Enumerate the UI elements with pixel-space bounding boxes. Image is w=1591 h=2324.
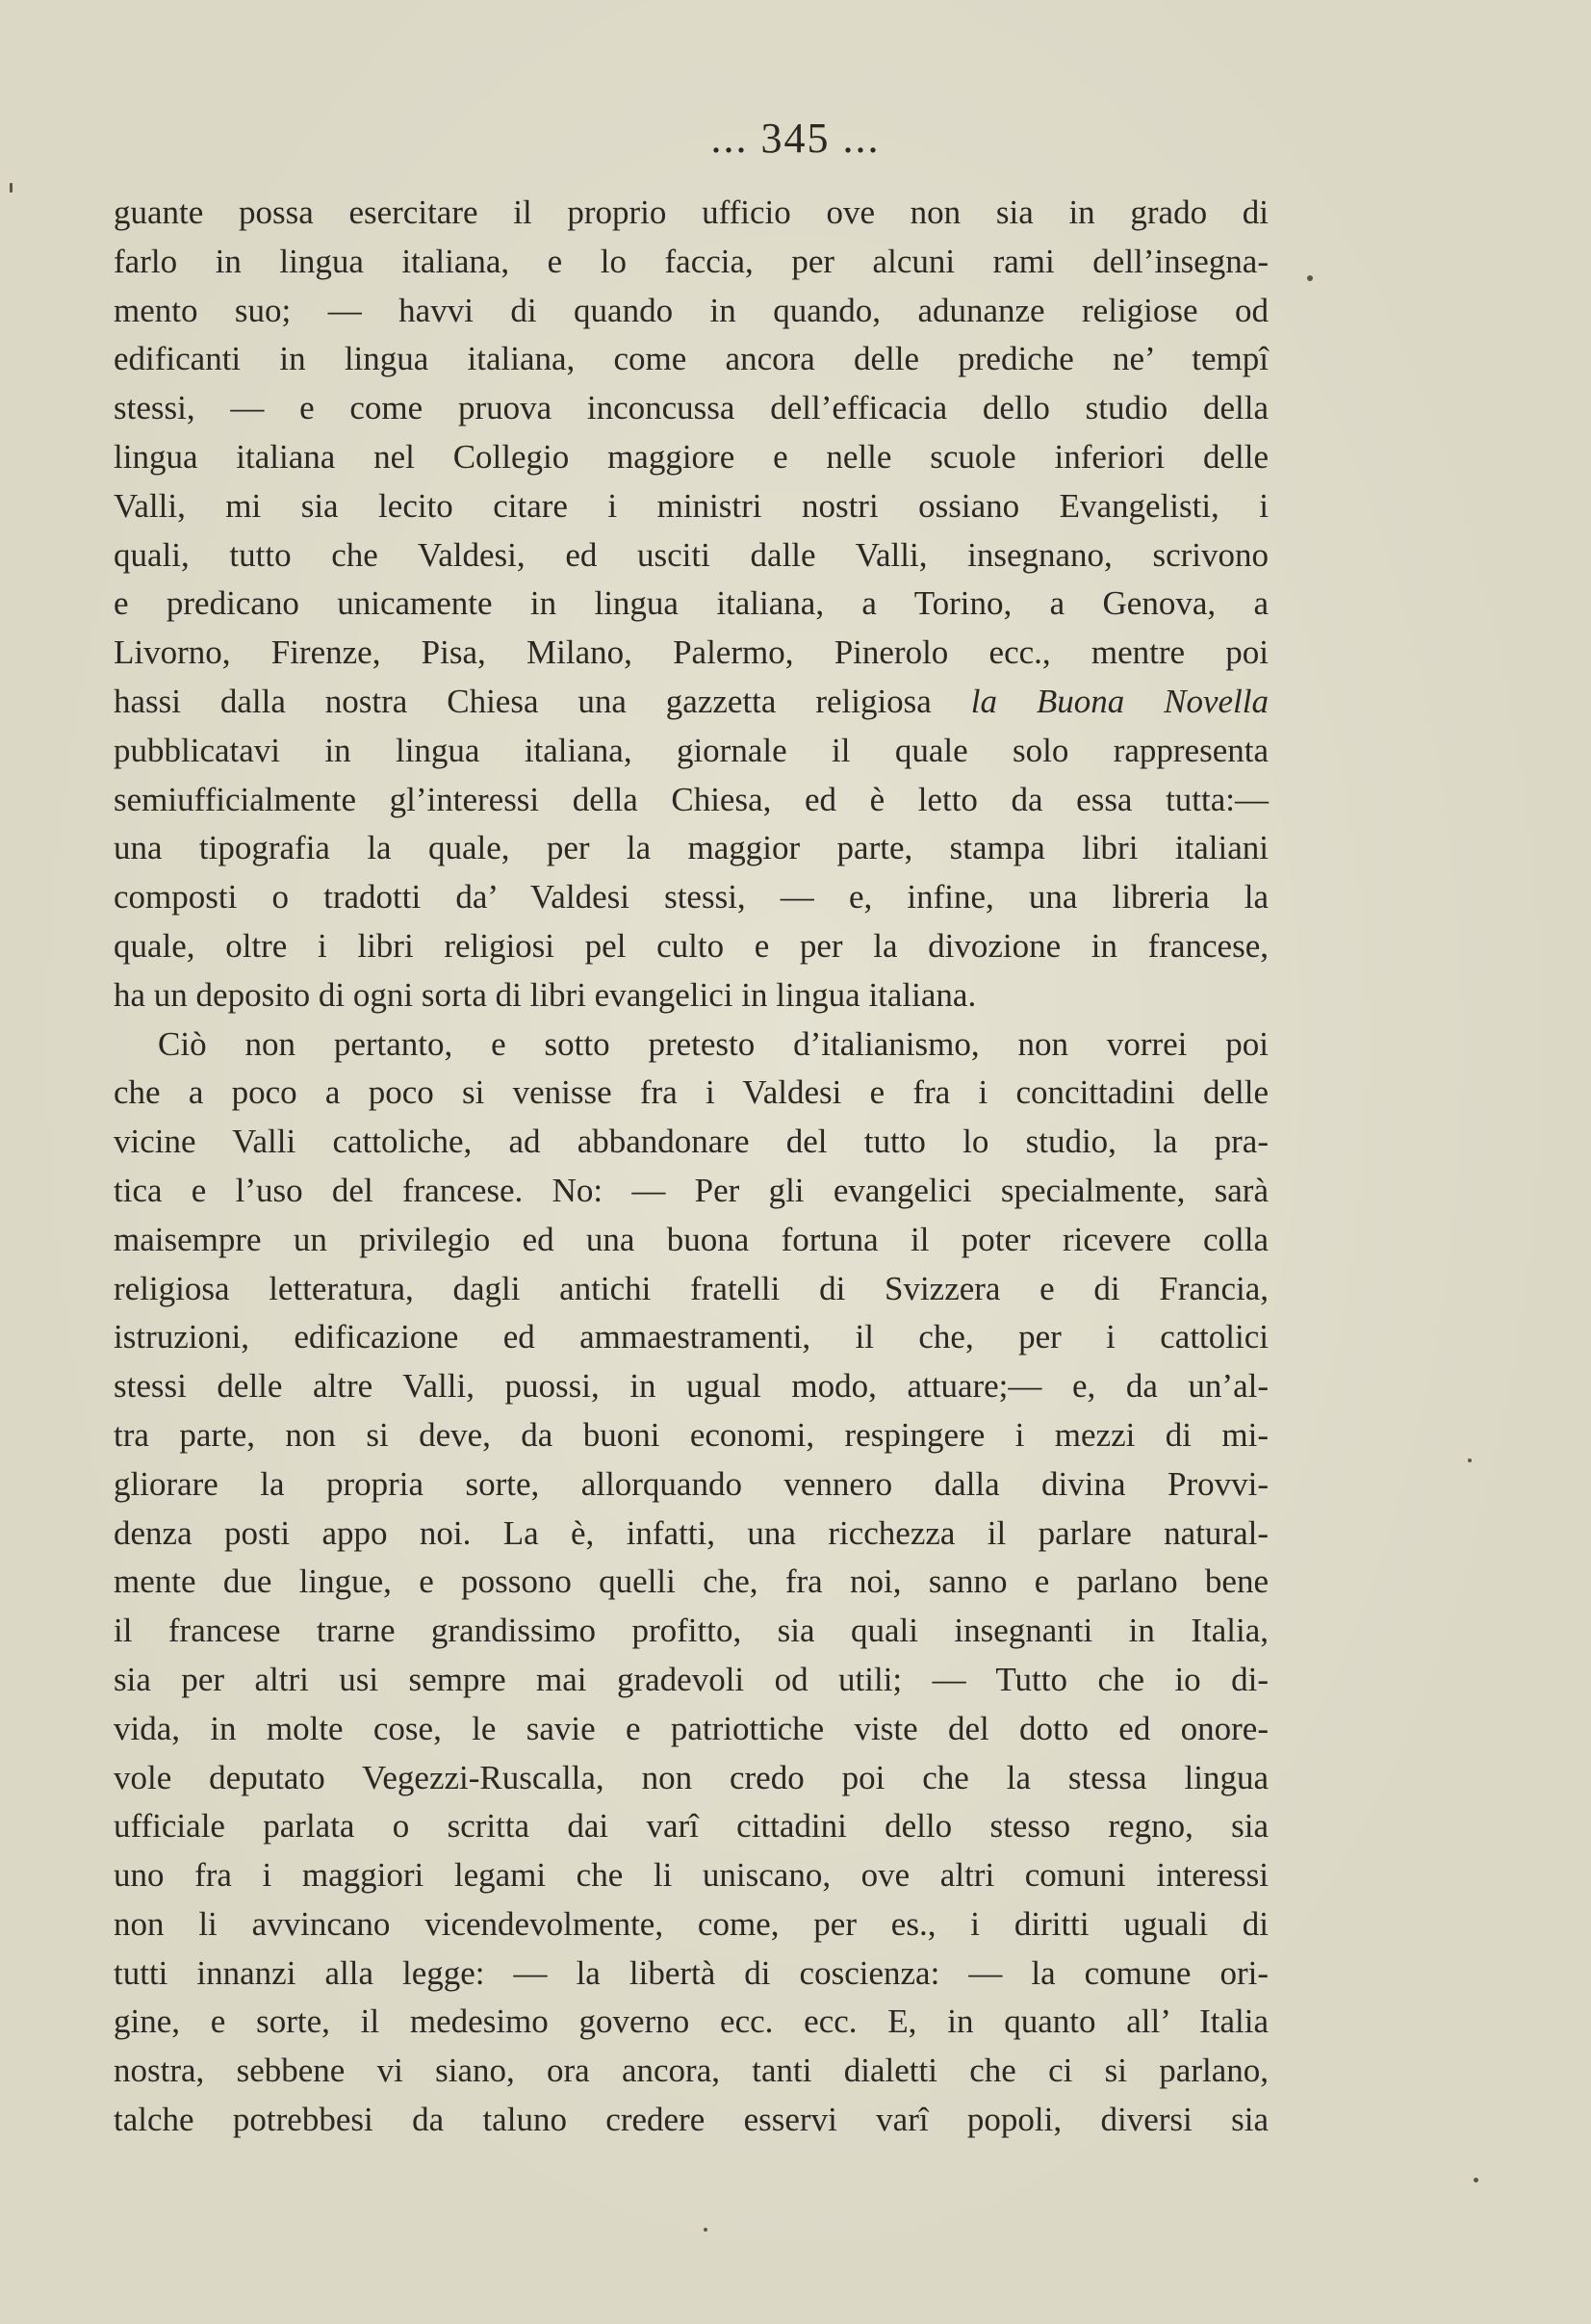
text-line: gliorare la propria sorte, allorquando vennero dalla divina Provvi- <box>114 1464 1269 1503</box>
text-line: istruzioni, edificazione ed ammaestramenti, il che, per i cattolici <box>114 1318 1269 1356</box>
paper-speck <box>704 2228 707 2232</box>
paper-speck <box>1468 1459 1472 1462</box>
text-line: che a poco a poco si venisse fra i Valdesi e fra i concittadini delle <box>114 1073 1269 1112</box>
newspaper-title: la Buona Novella <box>970 682 1269 720</box>
text-line-paragraph-end: ha un deposito di ogni sorta di libri evangelici in lingua italiana. <box>114 975 977 1014</box>
text-line: il francese trarne grandissimo profitto, sia quali insegnanti in Italia, <box>114 1612 1269 1650</box>
text-line-with-italic-title <box>114 678 1269 727</box>
text-line: gine, e sorte, il medesimo governo ecc. ecc. E, in quanto all’ Italia <box>114 2002 1269 2041</box>
paragraph-1 <box>114 189 1269 1020</box>
text-line: pubblicatavi in lingua italiana, giornale il quale solo rappresenta <box>114 731 1269 769</box>
text-line: edificanti in lingua italiana, come ancora delle prediche ne’ tempî <box>114 340 1269 378</box>
text-line: una tipografia la quale, per la maggior parte, stampa libri italiani <box>114 829 1269 867</box>
text-line: mento suo; — havvi di quando in quando, adunanze religiose od <box>114 291 1269 329</box>
text-line: quale, oltre i libri religiosi pel culto e per la divozione in francese, <box>114 926 1269 965</box>
text-line: farlo in lingua italiana, e lo faccia, per alcuni rami dell’insegna- <box>114 242 1269 280</box>
text-line: stessi delle altre Valli, puossi, in ugual modo, attuare;— e, da un’al- <box>114 1367 1269 1406</box>
text-line: lingua italiana nel Collegio maggiore e nelle scuole inferiori delle <box>114 437 1269 476</box>
text-line: e predicano unicamente in lingua italiana, a Torino, a Genova, a <box>114 584 1269 623</box>
text-line: tutti innanzi alla legge: — la libertà di coscienza: — la comune ori- <box>114 1953 1269 1992</box>
text-line: denza posti appo noi. La è, infatti, una ricchezza il parlare natural- <box>114 1513 1269 1552</box>
text-line: tica e l’uso del francese. No: — Per gli evangelici specialmente, sarà <box>114 1171 1269 1209</box>
text-line-indented: Ciò non pertanto, e sotto pretesto d’italianismo, non vorrei poi <box>158 1024 1269 1063</box>
paper-speck <box>10 183 13 193</box>
text-line: quali, tutto che Valdesi, ed usciti dalle Valli, insegnano, scrivono <box>114 535 1269 574</box>
text-line: sia per altri usi sempre mai gradevoli od utili; — Tutto che io di- <box>114 1660 1269 1698</box>
text-line: Livorno, Firenze, Pisa, Milano, Palermo, Pinerolo ecc., mentre poi <box>114 633 1269 672</box>
text-line: non li avvincano vicendevolmente, come, per es., i diritti uguali di <box>114 1904 1269 1943</box>
text-line: vole deputato Vegezzi-Ruscalla, non credo poi che la stessa lingua <box>114 1758 1269 1796</box>
text-line: talche potrebbesi da taluno credere esservi varî popoli, diversi sia <box>114 2101 1269 2139</box>
text-run: hassi dalla nostra Chiesa una gazzetta religiosa <box>114 682 971 720</box>
text-line: maisempre un privilegio ed una buona fortuna il poter ricevere colla <box>114 1220 1269 1258</box>
text-line: religiosa letteratura, dagli antichi fratelli di Svizzera e di Francia, <box>114 1269 1269 1307</box>
text-line: composti o tradotti da’ Valdesi stessi, — e, infine, una libreria la <box>114 878 1269 917</box>
text-line: vicine Valli cattoliche, ad abbandonare del tutto lo studio, la pra- <box>114 1123 1269 1161</box>
text-line: mente due lingue, e possono quelli che, fra noi, sanno e parlano bene <box>114 1562 1269 1601</box>
text-line: ufficiale parlata o scritta dai varî cittadini dello stesso regno, sia <box>114 1807 1269 1846</box>
body-text <box>114 189 1269 2145</box>
text-line: Valli, mi sia lecito citare i ministri nostri ossiano Evangelisti, i <box>114 486 1269 525</box>
text-line: guante possa esercitare il proprio ufficio ove non sia in grado di <box>114 194 1269 231</box>
text-line: uno fra i maggiori legami che li uniscano, ove altri comuni interessi <box>114 1856 1269 1895</box>
paper-speck <box>1474 2178 1478 2182</box>
text-line: semiufficialmente gl’interessi della Chiesa, ed è letto da essa tutta:— <box>114 780 1269 818</box>
paragraph-2 <box>114 1020 1269 2145</box>
text-line: stessi, — e come pruova inconcussa dell’efficacia dello studio della <box>114 389 1269 427</box>
page-number: ... 345 ... <box>710 115 881 162</box>
text-line: tra parte, non si deve, da buoni economi, respingere i mezzi di mi- <box>114 1415 1269 1454</box>
text-line: vida, in molte cose, le savie e patriottiche viste del dotto ed onore- <box>114 1709 1269 1747</box>
text-line: nostra, sebbene vi siano, ora ancora, tanti dialetti che ci si parlano, <box>114 2052 1269 2090</box>
paper-speck <box>1307 275 1313 281</box>
